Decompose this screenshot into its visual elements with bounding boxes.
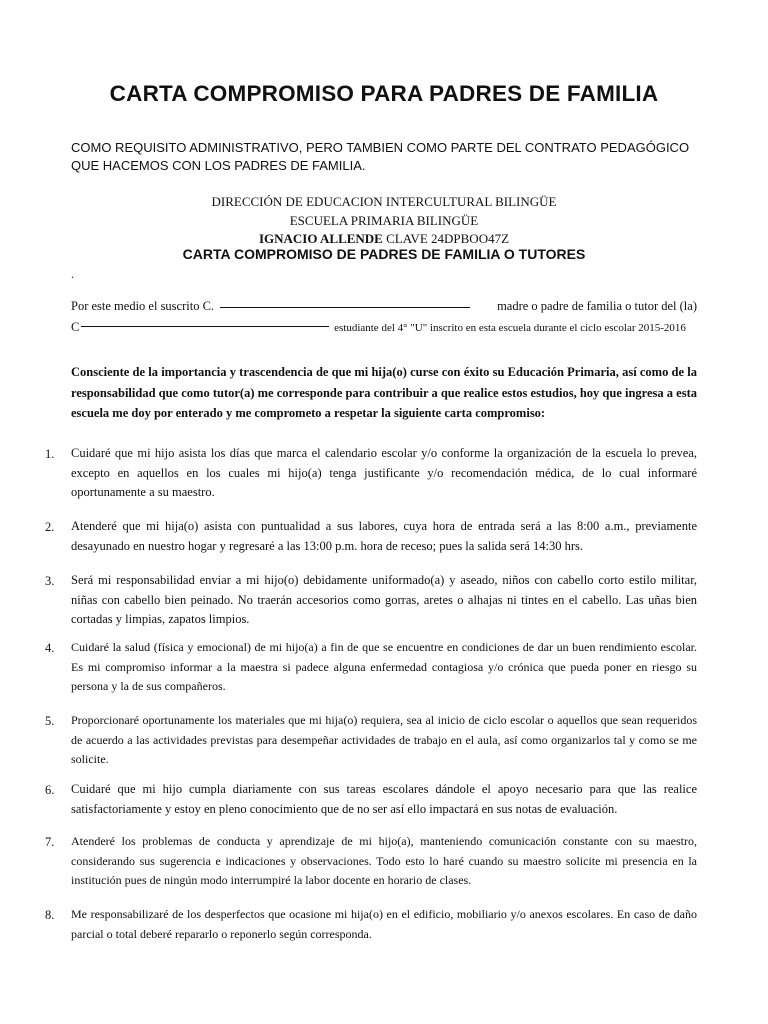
fill-line-2-start: C <box>71 320 80 334</box>
commitment-preamble: Consciente de la importancia y trascendencia de que mi hija(o) curse con éxito su Educación Primaria, así como de la responsabilidad que como tutor(a) me corresponde para contribuir a que realice estos estudios, hoy que ingresa a esta escuela me doy por enterado y me comprometo a respetar la siguiente carta compromiso: <box>71 365 697 420</box>
item-text: Cuidaré que mi hijo cumpla diariamente con sus tareas escolares dándole el apoyo necesario para que las realice satisfactoriamente y estoy en pleno conocimiento que de no ser así ello impactará en sus notas de evaluación. <box>71 782 697 816</box>
item-number: 4. <box>45 641 55 655</box>
fill-line-1-start: Por este medio el suscrito C. <box>71 299 215 313</box>
item-number: 5. <box>45 714 55 728</box>
name-blank-1[interactable] <box>220 297 470 308</box>
subtitle: CARTA COMPROMISO DE PADRES DE FAMILIA O TUTORES <box>182 246 586 262</box>
item-number: 7. <box>45 835 55 849</box>
stray-dot: . <box>71 267 74 281</box>
item-number: 8. <box>45 908 55 922</box>
item-number: 3. <box>45 574 55 588</box>
item-number: 2. <box>45 520 55 534</box>
item-text: Proporcionaré oportunamente los materiales que mi hija(o) requiera, sea al inicio de ciclo escolar o aquellos que sean requeridos de acuerdo a las actividades previstas para desempeñar actividades de trabajo en el aula, así como organizarlos tal y como se me solicite. <box>71 713 697 766</box>
document-title: CARTA COMPROMISO PARA PADRES DE FAMILIA <box>109 81 659 106</box>
school-clave: CLAVE 24DPBOO47Z <box>382 231 510 246</box>
item-text: Atenderé los problemas de conducta y aprendizaje de mi hijo(a), manteniendo comunicación constante con su maestro, considerando sus sugerencia e indicaciones y observaciones. Todo esto lo haré cuando su maestro solicite mi presencia en la institución pues de ningún modo interrumpiré la labor docente en horario de clases. <box>71 834 697 887</box>
school-name: IGNACIO ALLENDE <box>258 231 383 246</box>
fill-line-1 <box>71 297 697 315</box>
item-text: Atenderé que mi hija(o) asista con puntualidad a sus labores, cuya hora de entrada será a las 8:00 a.m., previamente desayunado en nuestro hogar y regresaré a las 13:00 p.m. hora de receso; pues la salida será 14:30 hrs. <box>71 519 697 553</box>
fill-line-1-end: madre o padre de familia o tutor del (la) <box>497 299 697 313</box>
item-text: Cuidaré que mi hijo asista los días que marca el calendario escolar y/o conforme la organización de la escuela lo prevea, excepto en aquellos en los cuales mi hijo(a) tenga justificante y/o recomendación médica, de lo cual informaré oportunamente a su maestro. <box>71 446 697 499</box>
direccion-line: DIRECCIÓN DE EDUCACION INTERCULTURAL BILINGÜE <box>211 194 557 209</box>
item-number: 6. <box>45 783 55 797</box>
name-blank-2[interactable] <box>81 316 329 327</box>
item-number: 1. <box>45 447 55 461</box>
escuela-line: ESCUELA PRIMARIA BILINGÜE <box>289 213 479 228</box>
intro-paragraph: COMO REQUISITO ADMINISTRATIVO, PERO TAMBIEN COMO PARTE DEL CONTRATO PEDAGÓGICO QUE HACEMOS CON LOS PADRES DE FAMILIA. <box>71 140 690 173</box>
item-text: Cuidaré la salud (física y emocional) de mi hijo(a) a fin de que se encuentre en condiciones de dar un buen rendimiento escolar. Es mi compromiso informar a la maestra si padece alguna enfermedad contagiosa y/o crónica que pueda poner en riesgo su persona y la de sus compañeros. <box>71 640 697 693</box>
item-text: Será mi responsabilidad enviar a mi hijo(o) debidamente uniformado(a) y aseado, niños con cabello corto estilo militar, niñas con cabello bien peinado. No traerán accesorios como gorras, aretes o alhajas ni tintes en el cabello. Las uñas bien cortadas y limpias, zapatos limpios. <box>71 573 697 626</box>
fill-line-2 <box>71 316 697 337</box>
fill-line-2-end: estudiante del 4° "U" inscrito en esta escuela durante el ciclo escolar 2015-2016 <box>331 322 686 334</box>
item-text: Me responsabilizaré de los desperfectos que ocasione mi hija(o) en el edificio, mobiliario y/o anexos escolares. En caso de daño parcial o total deberé repararlo o reponerlo según corresponda. <box>71 907 697 941</box>
